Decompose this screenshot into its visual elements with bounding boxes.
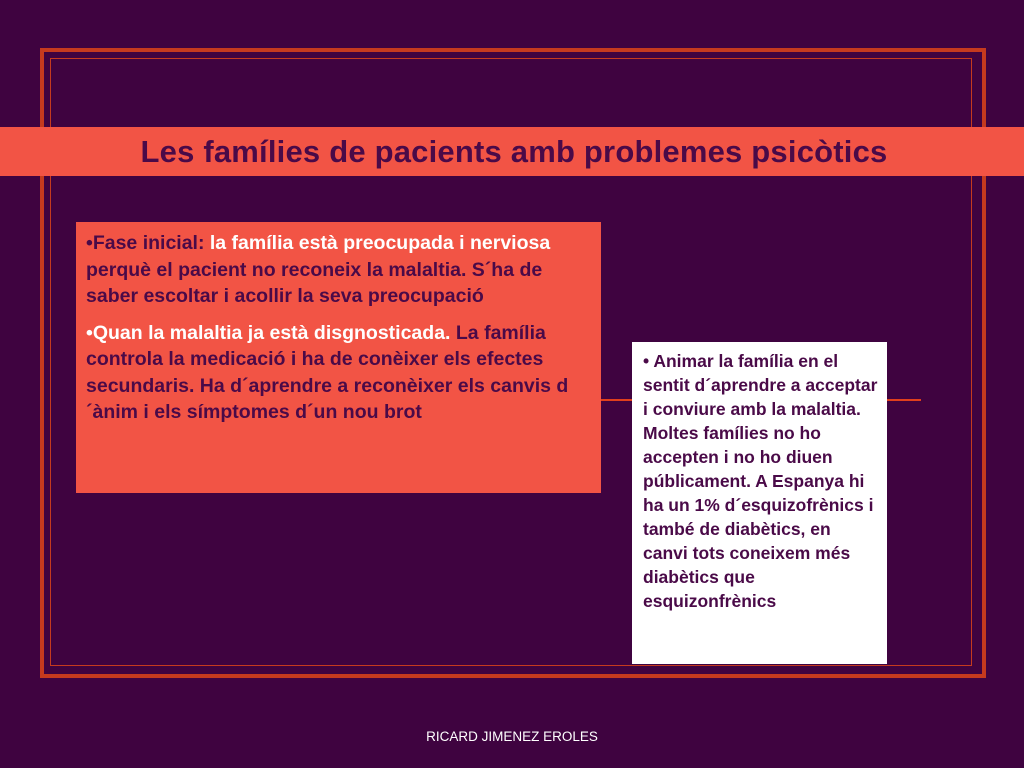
paragraph-1-rest: perquè el pacient no reconeix la malaltia. S´ha de saber escoltar i acollir la seva preocupació — [86, 258, 543, 307]
paragraph-initial-phase — [86, 230, 591, 310]
left-text-box — [76, 222, 601, 493]
paragraph-1-highlight: la família està preocupada i nerviosa — [209, 232, 551, 254]
footer-author: RICARD JIMENEZ EROLES — [426, 729, 598, 744]
paragraph-2-highlight: La — [450, 321, 479, 344]
title-band — [0, 127, 1024, 176]
paragraph-2-rest: família controla la medicació i ha de conèixer els efectes secundaris. Ha d´aprendre a reconèixer els canvis d´ànim i els símptomes d´un nou brot — [86, 321, 569, 423]
paragraph-diagnosed — [86, 320, 591, 426]
paragraph-1-lead: •Fase inicial: — [86, 232, 210, 254]
slide-title: Les famílies de pacients amb problemes psicòtics — [140, 133, 888, 169]
right-box-text: • Animar la família en el sentit d´aprendre a acceptar i conviure amb la malaltia. Moltes famílies no ho accepten i no ho diuen públicament. A Espanya hi ha un 1% d´esquizofrènics i també de diabètics, en canvi tots coneixem més diabètics que esquizonfrènics — [643, 351, 878, 611]
right-text-box — [632, 342, 887, 664]
paragraph-2-lead: •Quan la malaltia ja està disgnosticada. — [86, 321, 451, 344]
